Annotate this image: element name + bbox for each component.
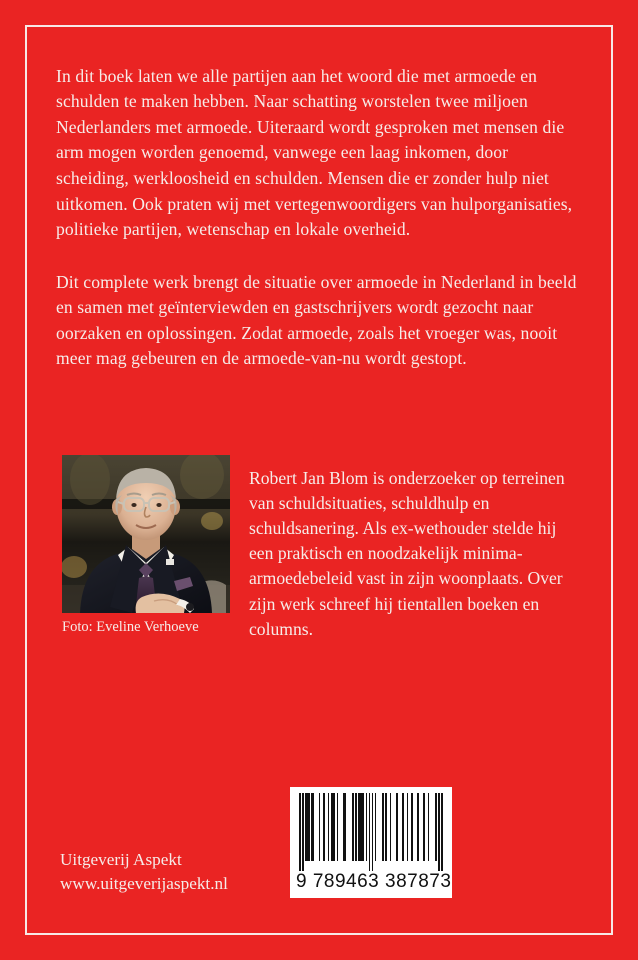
author-portrait-image	[62, 455, 230, 613]
author-biography: Robert Jan Blom is onderzoeker op terreinen van schuldsituaties, schuldhulp en schuldsanering. Als ex-wethouder stelde hij een praktisch en noodzakelijk minima-armoedebeleid vast in zijn woonplaats. Over zijn werk schreef hij tientallen boeken en columns.	[249, 467, 565, 639]
publisher-website[interactable]: www.uitgeverijaspekt.nl	[60, 873, 228, 893]
publisher-block	[60, 848, 228, 895]
barcode-digits: 9 789463 387873	[296, 871, 452, 892]
publisher-name: Uitgeverij Aspekt	[60, 850, 182, 869]
blurb-paragraph-1: In dit boek laten we alle partijen aan het woord die met armoede en schulden te maken hebben. Naar schatting worstelen twee miljoen Nederlanders met armoede. Uiteraard wordt gesproken met mensen die arm mogen worden genoemd, vanwege een laag inkomen, door scheiding, werkloosheid en schulden. Mensen die er zonder hulp niet uitkomen. Ook praten wij met vertegenwoordigers van hulporganisaties, politieke partijen, wetenschap en lokale overheid.	[56, 65, 573, 240]
author-portrait-illustration	[62, 455, 230, 613]
barcode-bars	[299, 793, 443, 871]
photo-credit-caption: Foto: Eveline Verhoeve	[62, 619, 199, 635]
isbn-barcode	[290, 787, 452, 898]
blurb-paragraph-2: Dit complete werk brengt de situatie over armoede in Nederland in beeld en samen met geïnterviewden en gastschrijvers wordt gezocht naar oorzaken en oplossingen. Zodat armoede, zoals het vroeger was, nooit meer mag gebeuren en de armoede-van-nu wordt gestopt.	[56, 271, 577, 369]
